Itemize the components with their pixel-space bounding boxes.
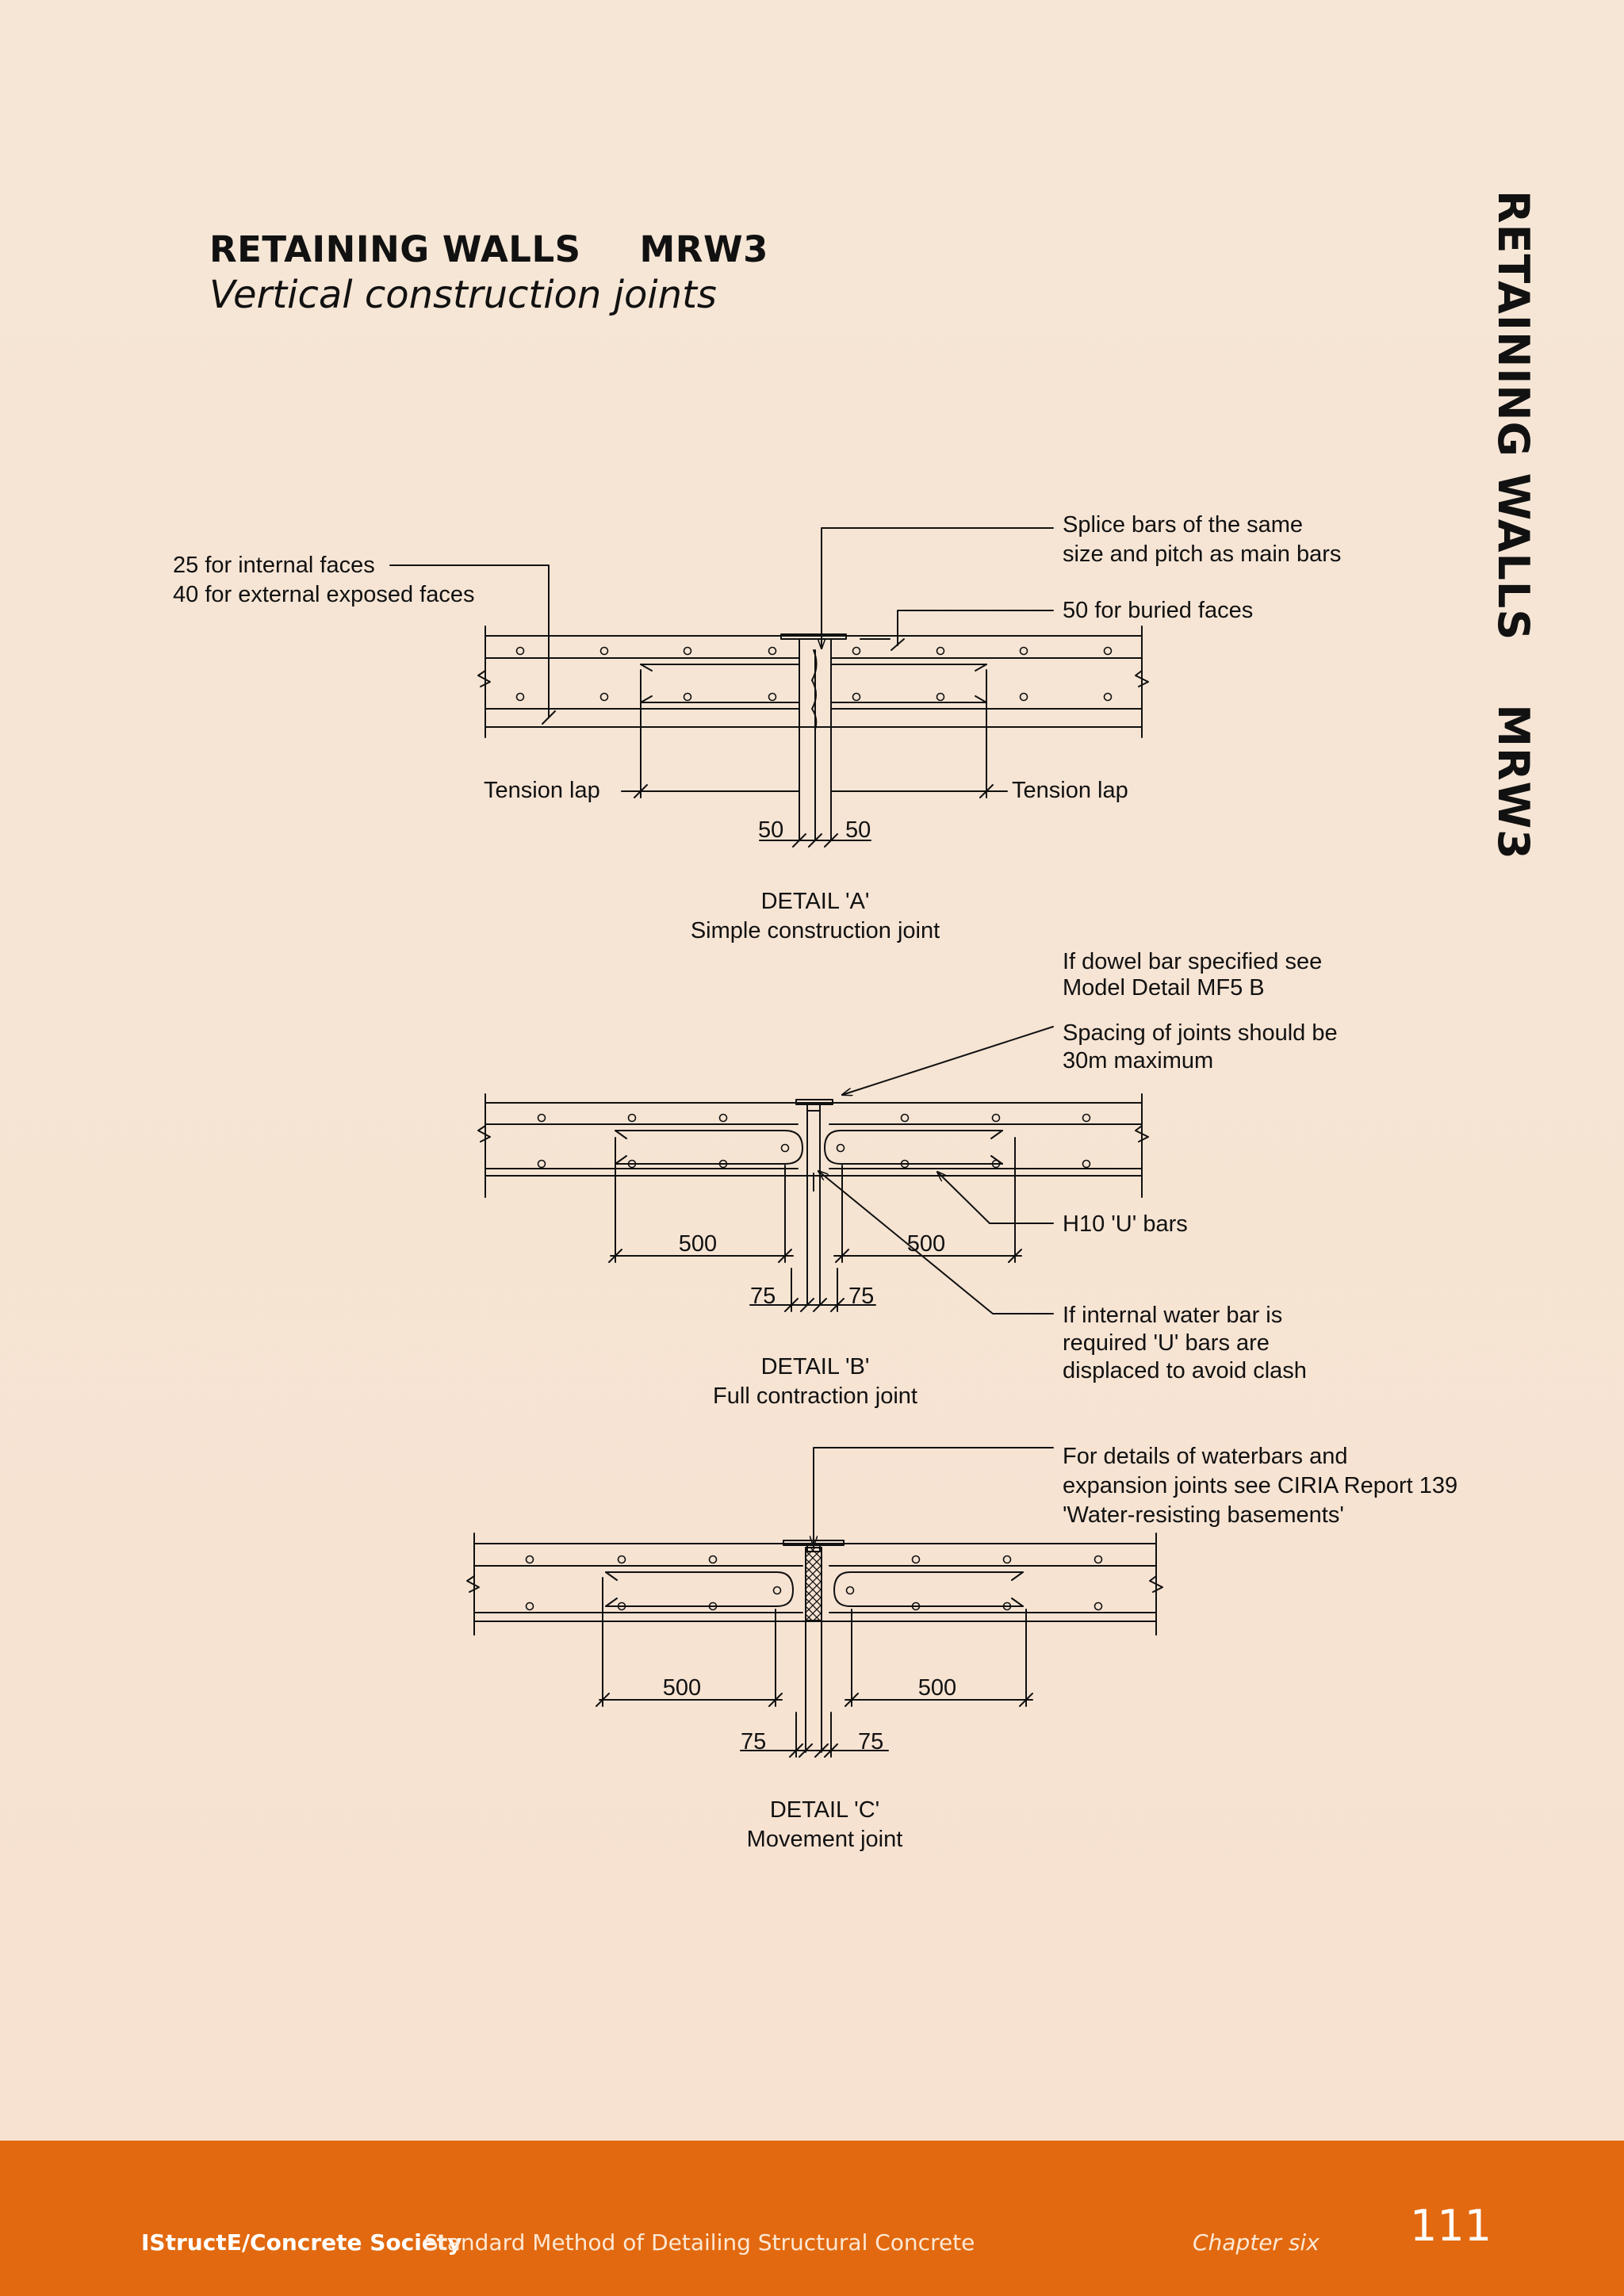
detail-b-dowel-note-1: If dowel bar specified see xyxy=(1063,949,1323,974)
detail-c-caption-title: DETAIL 'C' xyxy=(769,1797,880,1823)
detail-a-splice-note-2: size and pitch as main bars xyxy=(1063,541,1342,567)
page-subtitle: Vertical construction joints xyxy=(209,273,717,317)
detail-b-waterbar-note-3: displaced to avoid clash xyxy=(1063,1358,1307,1383)
footer-book-title: Standard Method of Detailing Structural Concrete xyxy=(424,2229,975,2256)
detail-a-tension-lap-left: Tension lap xyxy=(484,778,600,803)
detail-c-dim-right: 500 xyxy=(917,1675,957,1701)
title-code: MRW3 xyxy=(639,228,768,270)
page-footer xyxy=(0,2141,1624,2296)
detail-a-cover-note-1: 25 for internal faces xyxy=(173,553,375,578)
detail-b-dim-small-right: 75 xyxy=(848,1284,875,1309)
detail-b-dim-small-left: 75 xyxy=(750,1284,776,1309)
footer-organisation: IStructE/Concrete Society xyxy=(141,2229,462,2256)
side-label-code: MRW3 xyxy=(1488,704,1538,860)
detail-a-caption-title: DETAIL 'A' xyxy=(760,889,870,914)
detail-b-dim-left: 500 xyxy=(678,1231,718,1257)
footer-chapter: Chapter six xyxy=(1193,2229,1320,2256)
page-number: 111 xyxy=(1410,2201,1492,2251)
detail-c-note-3: 'Water-resisting basements' xyxy=(1063,1502,1344,1528)
detail-c-note-1: For details of waterbars and xyxy=(1063,1444,1348,1469)
detail-b-dowel-note-2: Model Detail MF5 B xyxy=(1063,975,1265,1001)
detail-a-caption-sub: Simple construction joint xyxy=(690,918,940,943)
detail-c-drawing xyxy=(467,1448,1162,1757)
detail-b-labels xyxy=(679,949,1338,1409)
side-label-title: RETAINING WALLS xyxy=(1488,190,1538,641)
detail-c-dim-left: 500 xyxy=(662,1675,702,1701)
detail-b-drawing xyxy=(478,1027,1148,1314)
detail-b-waterbar-note-1: If internal water bar is xyxy=(1063,1303,1283,1328)
detail-a-splice-note-1: Splice bars of the same xyxy=(1063,512,1304,538)
detail-c-caption-sub: Movement joint xyxy=(746,1827,903,1852)
title-text: RETAINING WALLS xyxy=(209,228,581,270)
detail-a-tension-lap-right: Tension lap xyxy=(1012,778,1128,803)
detail-b-caption-sub: Full contraction joint xyxy=(713,1383,917,1409)
detail-b-waterbar-note-2: required 'U' bars are xyxy=(1063,1330,1270,1356)
detail-c-note-2: expansion joints see CIRIA Report 139 xyxy=(1063,1473,1458,1498)
detail-c-dim-small-left: 75 xyxy=(741,1729,767,1755)
detail-b-caption-title: DETAIL 'B' xyxy=(760,1354,870,1380)
detail-a-buried-note: 50 for buried faces xyxy=(1063,598,1254,623)
detail-c-labels xyxy=(663,1444,1457,1852)
detail-c-dim-small-right: 75 xyxy=(858,1729,884,1755)
detail-b-dim-right: 500 xyxy=(906,1231,946,1257)
detail-b-spacing-note-2: 30m maximum xyxy=(1063,1048,1214,1073)
detail-a-dim-right: 50 xyxy=(845,817,871,843)
detail-b-spacing-note-1: Spacing of joints should be xyxy=(1063,1020,1338,1046)
detail-a-dim-left: 50 xyxy=(758,817,784,843)
detail-a-cover-note-2: 40 for external exposed faces xyxy=(173,582,475,607)
detail-b-ubars-note: H10 'U' bars xyxy=(1063,1211,1188,1237)
